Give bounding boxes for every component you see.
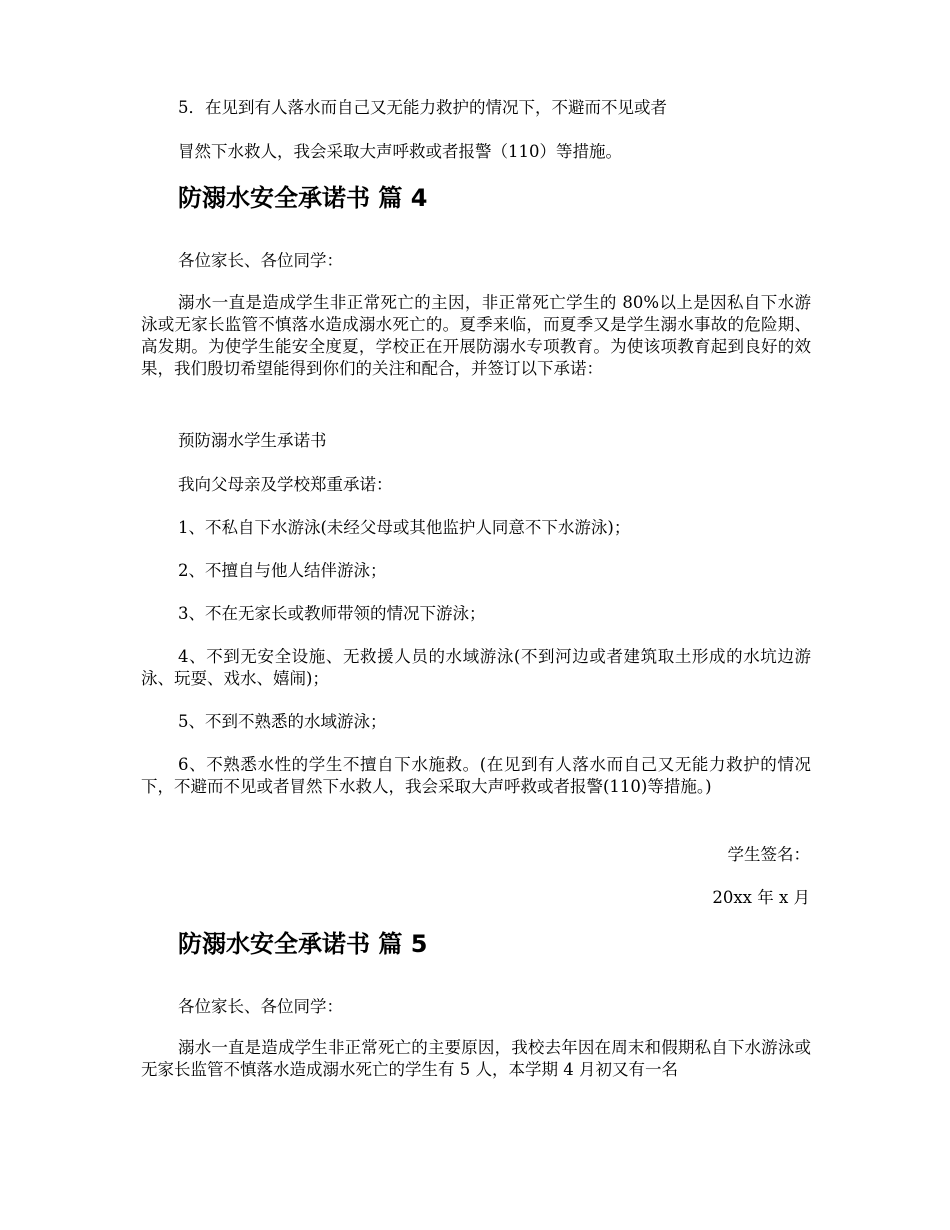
top-paragraph-line1: 5．在见到有人落水而自己又无能力救护的情况下，不避而不见或者 [178, 98, 667, 117]
pledge-item-4: 4、不到无安全设施、无救援人员的水域游泳(不到河边或者建筑取土形成的水坑边游泳、玩耍、戏水、嬉闹)； [141, 647, 811, 688]
signature-date: 20xx 年 x 月 [712, 888, 810, 907]
pledge-item-2: 2、不擅自与他人结伴游泳； [178, 561, 387, 580]
section5-heading: 防溺水安全承诺书 篇 5 [178, 930, 428, 958]
pledge-item-6: 6、不熟悉水性的学生不擅自下水施救。(在见到有人落水而自己又无能力救护的情况下，不避而不见或者冒然下水救人，我会采取大声呼救或者报警(110)等措施。) [141, 755, 811, 796]
pledge-item-3: 3、不在无家长或教师带领的情况下游泳； [178, 604, 486, 623]
section5-intro-paragraph: 溺水一直是造成学生非正常死亡的主要原因，我校去年因在周末和假期私自下水游泳或无家长监管不慎落水造成溺水死亡的学生有 5 人，本学期 4 月初又有一名 [141, 1038, 811, 1079]
pledge-item-5: 5、不到不熟悉的水域游泳； [178, 712, 387, 731]
section4-subtitle: 预防溺水学生承诺书 [178, 431, 327, 450]
student-signature-label: 学生签名： [727, 845, 810, 864]
section4-heading: 防溺水安全承诺书 篇 4 [178, 184, 428, 212]
section5-greeting: 各位家长、各位同学： [178, 997, 343, 1016]
top-paragraph-line2: 冒然下水救人，我会采取大声呼救或者报警（110）等措施。 [178, 142, 622, 161]
pledge-item-1: 1、不私自下水游泳(未经父母或其他监护人同意不下水游泳)； [178, 518, 631, 537]
section4-pledge-intro: 我向父母亲及学校郑重承诺： [178, 475, 393, 494]
section4-intro-paragraph: 溺水一直是造成学生非正常死亡的主因，非正常死亡学生的 80%以上是因私自下水游泳或无家长监管不慎落水造成溺水死亡的。夏季来临，而夏季又是学生溺水事故的危险期、高发期。为使学生能安全度夏，学校正在开展防溺水专项教育。为使该项教育起到良好的效果，我们殷切希望能得到你们的关注和配合，并签订以下承诺： [141, 293, 811, 378]
section4-greeting: 各位家长、各位同学： [178, 251, 343, 270]
